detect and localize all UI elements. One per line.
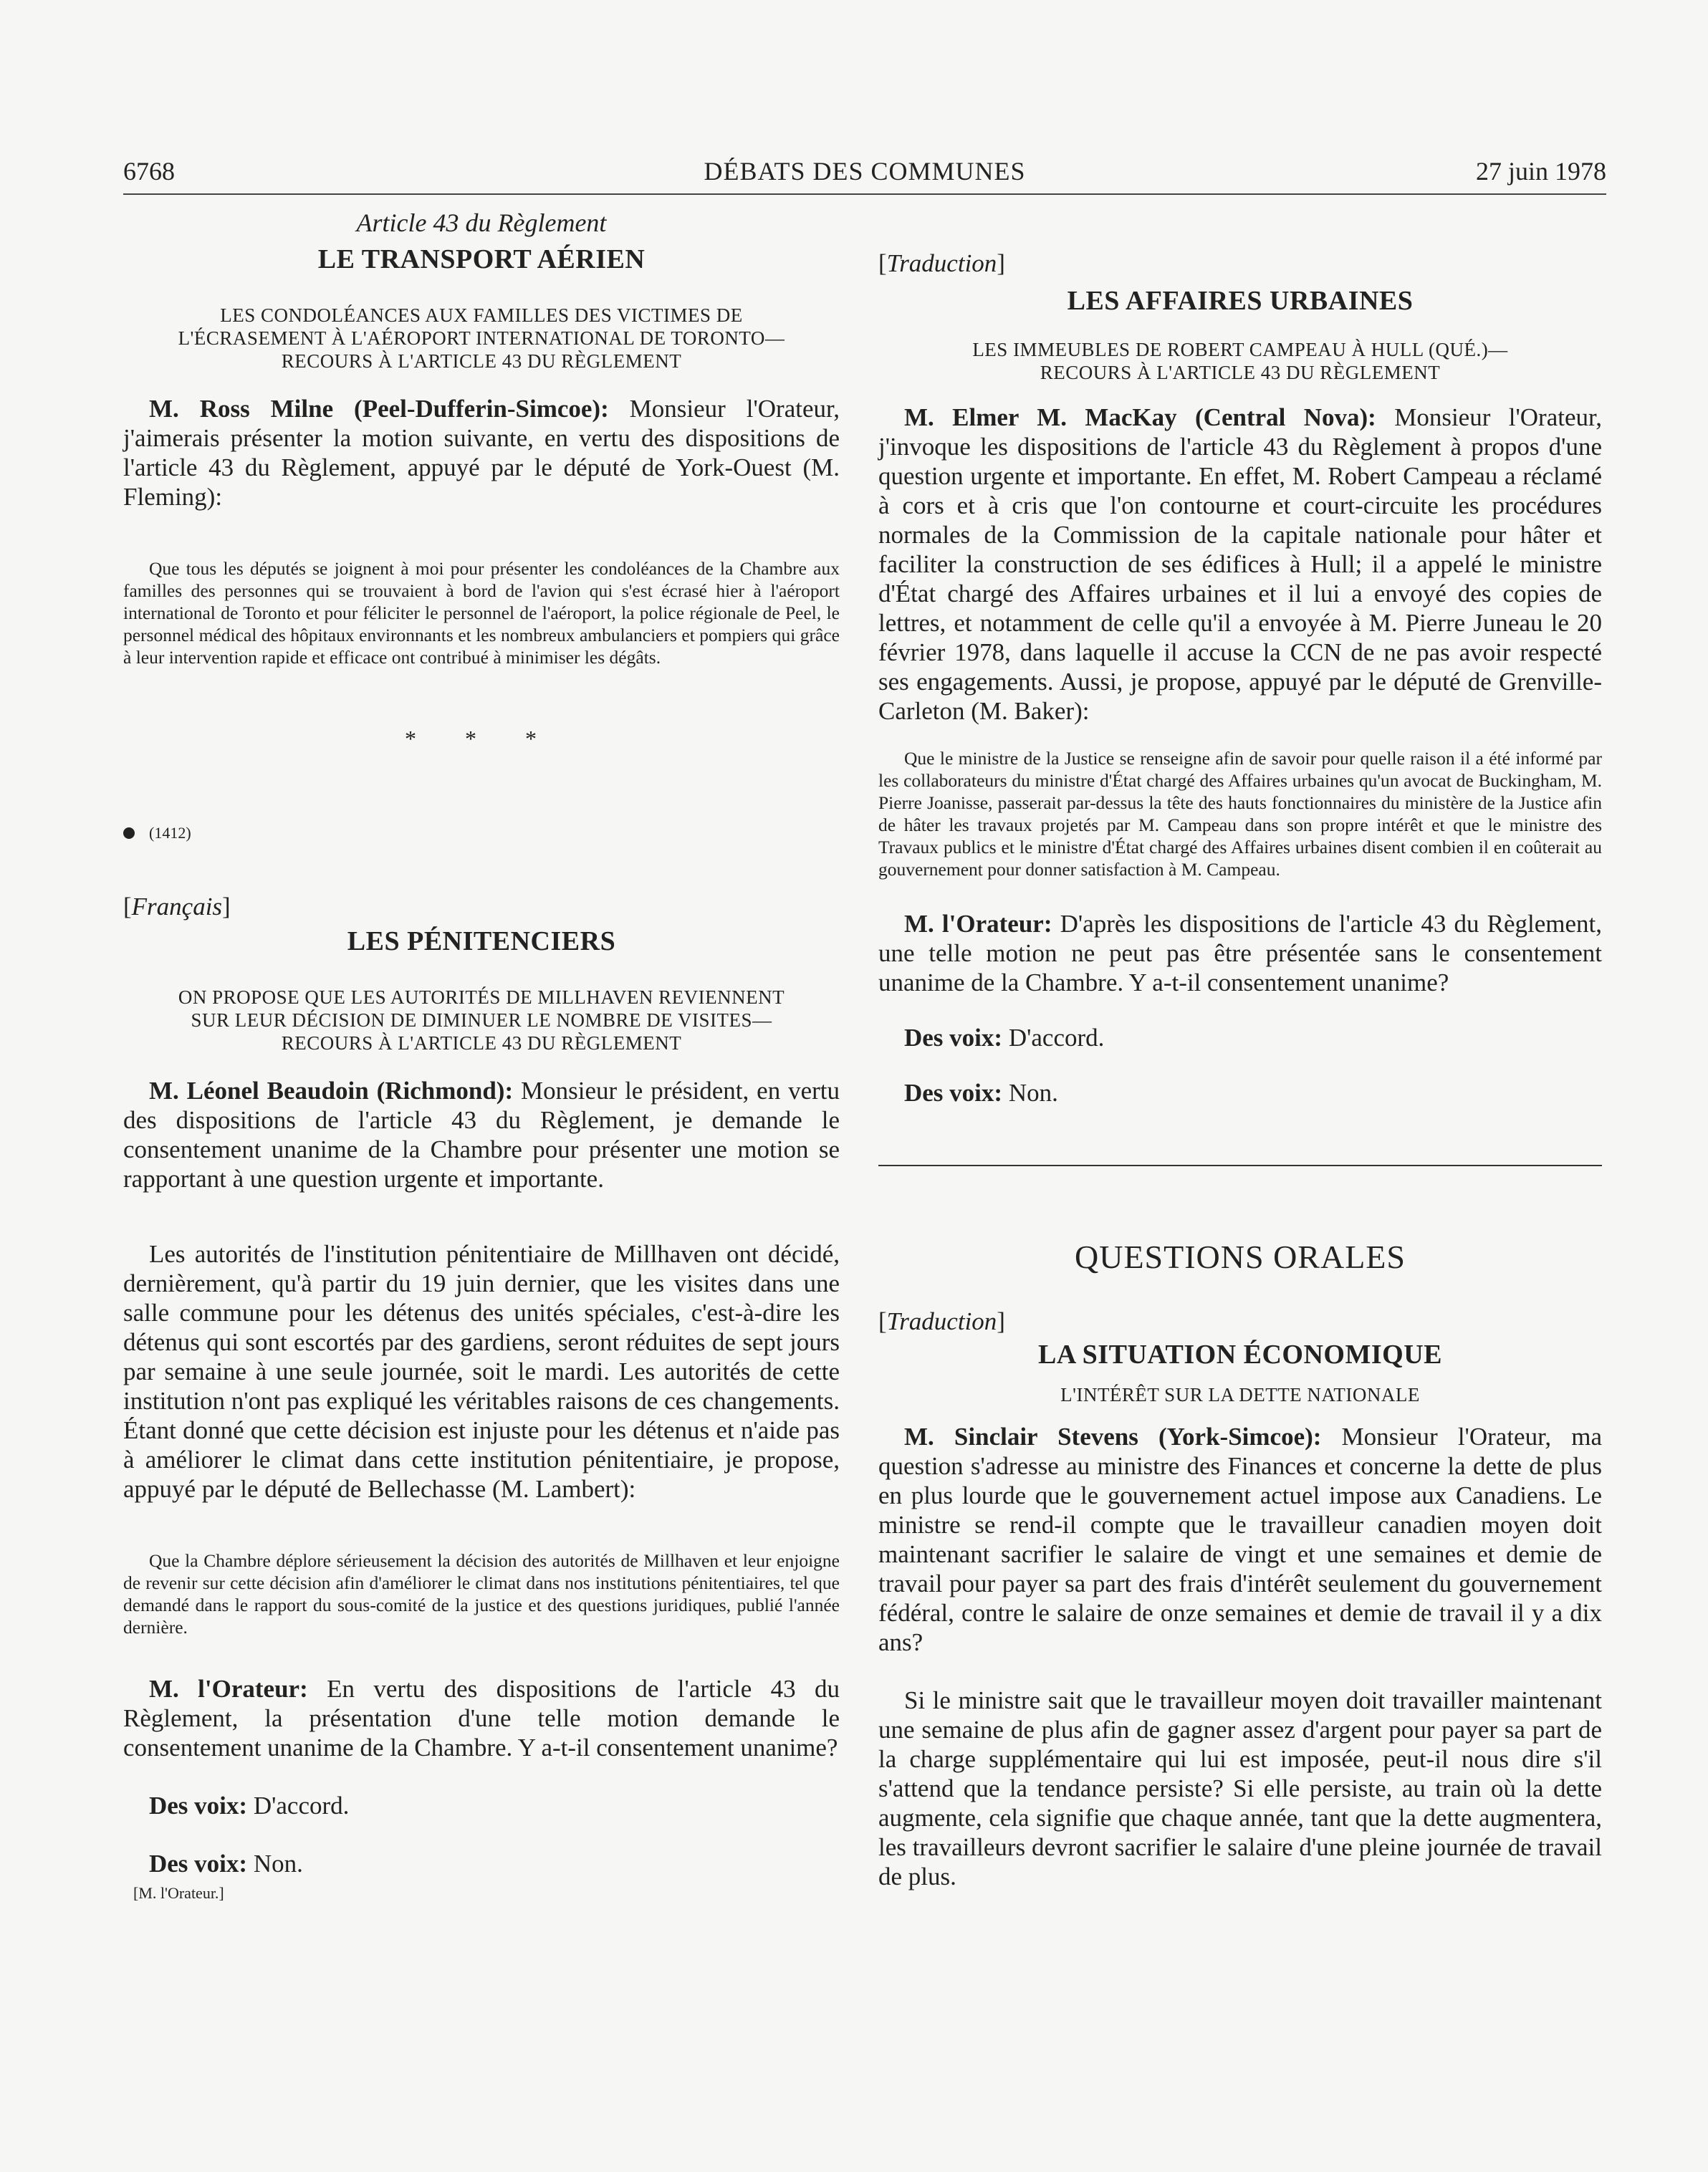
continuation-note: [M. l'Orateur.] <box>133 1884 224 1902</box>
sub-heading-line: LES IMMEUBLES DE ROBERT CAMPEAU À HULL (QUÉ.)— <box>972 339 1508 360</box>
speech-text: Non. <box>247 1850 303 1878</box>
section-divider <box>878 1165 1602 1166</box>
section-heading: LES PÉNITENCIERS <box>347 926 616 956</box>
speech-text: Monsieur l'Orateur, ma question s'adresse au ministre des Finances et concerne la dette de plus en plus lourde que le gouvernement actuel impose aux Canadiens. Le ministre se rend-il compte que le travailleur canadien moyen doit maintenant sacrifier le salaire de vingt et une semaines et demie de travail pour payer sa part des frais d'intérêt seulement du gouvernement fédéral, contre le salaire de onze semaines et demie de travail il y a dix ans? <box>878 1423 1602 1656</box>
speaker-name: M. l'Orateur: <box>904 910 1052 938</box>
language-tag: [Traduction] <box>878 1307 1005 1335</box>
section-heading: LE TRANSPORT AÉRIEN <box>317 244 646 274</box>
language-tag-text: Traduction <box>886 1307 997 1335</box>
speaker-name: Des voix: <box>149 1792 248 1820</box>
speaker-name: M. Sinclair Stevens (York-Simcoe): <box>904 1423 1322 1451</box>
section-heading: LA SITUATION ÉCONOMIQUE <box>1037 1340 1442 1370</box>
sub-heading <box>123 304 840 373</box>
speech-text: En vertu des dispositions de l'article 43 du Règlement, la présentation d'une telle motion demande le consentement unanime de la Chambre. Y a-t-il consentement unanime? <box>123 1675 840 1762</box>
rubric: Article 43 du Règlement <box>356 208 607 237</box>
speaker-name: Des voix: <box>149 1850 248 1878</box>
motion-text: Que le ministre de la Justice se renseigne afin de savoir pour quelle raison il a été informé par les collaborateurs du ministre d'État chargé des Affaires urbaines qu'un avocat de Buckingham, M. Pierre Joanisse, passerait par-dessus la tête des hauts fonctionnaires du ministère de la Justice afin de hâter les travaux projetés par M. Campeau dans son propre intérêt et que le ministre des Travaux publics et le ministre d'État chargé des Affaires urbaines disent combien il en coûterait au gouvernement pour donner satisfaction à M. Campeau. <box>878 748 1602 880</box>
speech-paragraph <box>878 1078 1602 1107</box>
speaker-name: Des voix: <box>904 1079 1003 1107</box>
speech-paragraph <box>878 403 1602 726</box>
language-tag: [Français] <box>123 893 231 921</box>
speech-text: Non. <box>1002 1079 1058 1107</box>
speech-paragraph <box>123 1674 840 1762</box>
language-tag-text: Traduction <box>886 249 997 277</box>
sub-heading <box>878 338 1602 384</box>
left-column <box>123 208 840 1903</box>
page-number: 6768 <box>123 157 175 186</box>
language-tag-text: Français <box>131 893 223 921</box>
bullet-icon <box>123 827 135 839</box>
speech-paragraph <box>123 1849 840 1878</box>
speaker-name: M. l'Orateur: <box>149 1675 308 1703</box>
sub-heading-line: LES CONDOLÉANCES AUX FAMILLES DES VICTIMES DE <box>220 304 743 326</box>
page-header <box>123 156 1606 195</box>
major-heading: QUESTIONS ORALES <box>1075 1239 1406 1275</box>
sub-heading-line: SUR LEUR DÉCISION DE DIMINUER LE NOMBRE DE VISITES— <box>191 1009 772 1031</box>
speech-text: D'accord. <box>247 1792 350 1820</box>
speaker-name: Des voix: <box>904 1024 1003 1052</box>
sub-heading-line: RECOURS À L'ARTICLE 43 DU RÈGLEMENT <box>281 1032 682 1054</box>
speaker-name: M. Elmer M. MacKay (Central Nova): <box>904 403 1376 431</box>
language-tag: [Traduction] <box>878 249 1005 277</box>
time-marker <box>123 824 840 842</box>
section-separator: * * * <box>405 726 558 751</box>
speech-text: Monsieur l'Orateur, j'aimerais présenter la motion suivante, en vertu des dispositions de l'article 43 du Règlement, appuyé par le député de York-Ouest (M. Fleming): <box>123 395 840 511</box>
right-column <box>878 208 1602 1891</box>
publication-date: 27 juin 1978 <box>1475 157 1606 186</box>
speech-text: D'après les dispositions de l'article 43 du Règlement, une telle motion ne peut pas être présentée sans le consentement unanime de la Chambre. Y a-t-il consentement unanime? <box>878 910 1603 996</box>
sub-heading-line: L'ÉCRASEMENT À L'AÉROPORT INTERNATIONAL DE TORONTO— <box>178 327 785 349</box>
speech-paragraph <box>878 1422 1602 1657</box>
speech-paragraph: Les autorités de l'institution pénitentiaire de Millhaven ont décidé, dernièrement, qu'à partir du 19 juin dernier, que les visites dans une salle commune pour les détenus des unités spéciales, c'est-à-dire les détenus qui sont escortés par des gardiens, seront réduites de sept jours par semaine à une seule journée, soit le mardi. Les autorités de cette institution n'ont pas expliqué les véritables raisons de ces changements. Étant donné que cette décision est injuste pour les détenus et n'aide pas à améliorer le climat dans cette institution pénitentiaire, je propose, appuyé par le député de Bellechasse (M. Lambert): <box>123 1240 840 1503</box>
sub-heading-line: RECOURS À L'ARTICLE 43 DU RÈGLEMENT <box>281 350 682 372</box>
motion-text: Que la Chambre déplore sérieusement la décision des autorités de Millhaven et leur enjoigne de revenir sur cette décision afin d'améliorer le climat dans nos institutions pénitentiaires, tel que demandé dans le rapport du sous-comité de la justice et des questions juridiques, publié l'année dernière. <box>123 1550 840 1638</box>
publication-title: DÉBATS DES COMMUNES <box>704 157 1026 186</box>
speech-paragraph: Si le ministre sait que le travailleur moyen doit travailler maintenant une semaine de plus afin de gagner assez d'argent pour payer sa part de la charge supplémentaire qui lui est imposée, peut-il nous dire s'il s'attend que la tendance persiste? Si elle persiste, au train où la dette augmente, cela signifie que chaque année, tant que la dette augmentera, les travailleurs devront sacrifier le salaire d'une pleine journée de travail de plus. <box>878 1686 1602 1890</box>
sub-heading: L'INTÉRÊT SUR LA DETTE NATIONALE <box>1060 1384 1420 1405</box>
motion-text: Que tous les députés se joignent à moi pour présenter les condoléances de la Chambre aux familles des personnes qui se trouvaient à bord de l'avion qui s'est écrasé hier à l'aéroport international de Toronto et pour féliciter le personnel de l'aéroport, la police régionale de Peel, le personnel médical des hôpitaux environnants et les nombreux ambulanciers et pompiers qui grâce à leur intervention rapide et efficace ont contribué à minimiser les dégâts. <box>123 558 840 668</box>
speech-text: Monsieur le président, en vertu des dispositions de l'article 43 du Règlement, je demande le consentement unanime de la Chambre pour présenter une motion se rapportant à une question urgente et importante. <box>123 1077 840 1193</box>
speaker-name: M. Léonel Beaudoin (Richmond): <box>149 1077 514 1105</box>
speech-paragraph <box>123 1791 840 1820</box>
speaker-name: M. Ross Milne (Peel-Dufferin-Simcoe): <box>149 395 609 423</box>
speech-paragraph <box>123 1076 840 1193</box>
time-marker-text: (1412) <box>149 824 191 842</box>
section-heading: LES AFFAIRES URBAINES <box>1067 286 1414 316</box>
speech-text: D'accord. <box>1002 1024 1105 1052</box>
speech-paragraph <box>123 394 840 511</box>
sub-heading-line: RECOURS À L'ARTICLE 43 DU RÈGLEMENT <box>1040 362 1441 383</box>
speech-text: Monsieur l'Orateur, j'invoque les dispositions de l'article 43 du Règlement à propos d'une question urgente et importante. En effet, M. Robert Campeau a réclamé à cors et à cris que l'on contourne et court-circuite les procédures normales de la Commission de la capitale nationale pour hâter et faciliter la construction de ses édifices à Hull; il a appelé le ministre d'État chargé des Affaires urbaines et il lui a envoyé des copies de lettres, et notamment de celle qu'il a envoyée à M. Pierre Juneau le 20 février 1978, dans laquelle il accuse la CCN de ne pas avoir respecté ses engagements. Aussi, je propose, appuyé par le député de Grenville-Carleton (M. Baker): <box>878 403 1602 725</box>
speech-paragraph <box>878 909 1602 997</box>
sub-heading <box>123 986 840 1054</box>
speech-paragraph <box>878 1023 1602 1052</box>
sub-heading-line: ON PROPOSE QUE LES AUTORITÉS DE MILLHAVEN REVIENNENT <box>178 986 785 1008</box>
